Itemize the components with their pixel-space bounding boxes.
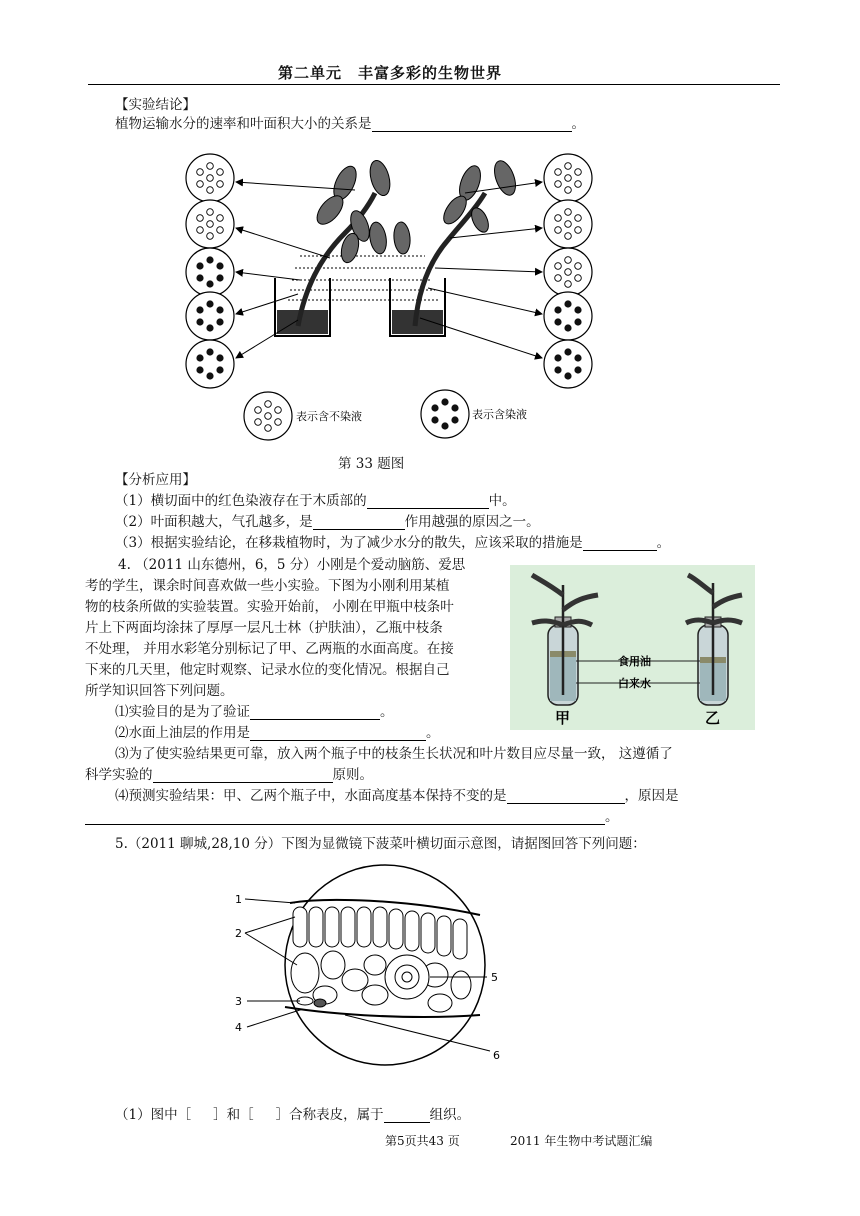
- section-circle-no-dye-icon: [544, 248, 592, 296]
- problem4-intro-line: 片上下两面均涂抹了厚厚一层凡士林（护肤油），乙瓶中枝条: [85, 620, 443, 636]
- answer-blank[interactable]: [313, 515, 405, 530]
- label-jar-a: 甲: [555, 709, 571, 727]
- section-circle-no-dye-icon: [544, 154, 592, 202]
- problem5-intro: 5.（2011 聊城,28,10 分）下图为显微镜下菠菜叶横切面示意图，请据图回答下列问题：: [115, 836, 646, 852]
- label-2: 2: [235, 927, 242, 940]
- problem4-intro-line: 不处理， 并用水彩笔分别标记了甲、乙两瓶的水面高度。在接: [85, 641, 454, 657]
- answer-blank[interactable]: [384, 1108, 430, 1123]
- figure-33-dye-experiment: [180, 148, 600, 443]
- problem4-q4b: 。: [85, 805, 619, 825]
- label-tap-water: 白来水: [618, 677, 651, 690]
- section-circle-no-dye-icon: [186, 154, 234, 202]
- section-circle-dye-icon: [544, 340, 592, 388]
- footer-collection-title: 2011 年生物中考试题汇编: [510, 1134, 653, 1148]
- section-circle-dye-icon: [544, 292, 592, 340]
- problem4-q2: ⑵水面上油层的作用是 。: [115, 725, 440, 741]
- analysis-q2: （2）叶面积越大，气孔越多，是 作用越强的原因之一。: [115, 514, 540, 530]
- problem4-intro-line: 所学知识回答下列问题。: [85, 683, 234, 699]
- problem4-q4a: ⑷预测实验结果：甲、乙两个瓶子中，水面高度基本保持不变的是 ，原因是: [115, 788, 679, 804]
- answer-blank[interactable]: [85, 810, 605, 825]
- page-header-title: 第二单元 丰富多彩的生物世界: [277, 64, 502, 82]
- legend-dye-icon: [421, 390, 469, 438]
- answer-blank[interactable]: [507, 789, 625, 804]
- label-cooking-oil: 食用油: [618, 655, 651, 668]
- legend-no-dye-label: 表示含不染液: [296, 410, 362, 423]
- problem4-intro-line: 考的学生，课余时间喜欢做一些小实验。下图为小刚利用某植: [85, 578, 450, 594]
- problem4-q3b: 科学实验的 原则。: [85, 767, 373, 783]
- figure-bottle-experiment: [510, 565, 755, 730]
- conclusion-heading: 【实验结论】: [115, 97, 196, 113]
- label-6: 6: [493, 1049, 500, 1062]
- problem4-q1: ⑴实验目的是为了验证 。: [115, 704, 394, 720]
- section-circle-no-dye-icon: [186, 200, 234, 248]
- analysis-q1: （1）横切面中的红色染液存在于木质部的 中。: [115, 493, 516, 509]
- analysis-q3: （3）根据实验结论，在移栽植物时，为了减少水分的散失，应该采取的措施是 。: [115, 535, 671, 551]
- analysis-heading: 【分析应用】: [115, 472, 196, 488]
- figure-spinach-leaf-cross-section: [225, 855, 515, 1070]
- problem4-q3a: ⑶为了使实验结果更可靠，放入两个瓶子中的枝条生长状况和叶片数目应尽量一致， 这遵循了: [115, 746, 673, 762]
- conclusion-question: 植物运输水分的速率和叶面积大小的关系是 。: [115, 116, 585, 132]
- section-circle-dye-icon: [186, 292, 234, 340]
- section-circle-dye-icon: [186, 248, 234, 296]
- section-circle-dye-icon: [186, 340, 234, 388]
- answer-blank[interactable]: [153, 768, 333, 783]
- problem4-intro-line: 下来的几天里，他定时观察、记录水位的变化情况。根据自己: [85, 662, 450, 678]
- answer-blank[interactable]: [250, 705, 380, 720]
- problem5-q1: （1）图中［ ］和［ ］合称表皮，属于 组织。: [115, 1107, 471, 1123]
- label-jar-b: 乙: [705, 709, 721, 727]
- section-circle-no-dye-icon: [544, 200, 592, 248]
- label-4: 4: [235, 1021, 242, 1034]
- footer-page-number: 第5页共43 页: [385, 1134, 460, 1148]
- legend-dye-label: 表示含染液: [472, 408, 527, 421]
- answer-blank[interactable]: [372, 117, 572, 132]
- label-5: 5: [491, 971, 498, 984]
- legend-no-dye-icon: [244, 392, 292, 440]
- header-rule: [88, 84, 780, 85]
- problem4-intro-line: 物的枝条所做的实验装置。实验开始前， 小刚在甲瓶中枝条叶: [85, 599, 454, 615]
- answer-blank[interactable]: [250, 726, 426, 741]
- label-3: 3: [235, 995, 242, 1008]
- problem4-intro-line: 4. （2011 山东德州，6，5 分）小刚是个爱动脑筋、爱思: [118, 557, 466, 573]
- figure-33-caption: 第 33 题图: [338, 456, 405, 472]
- label-1: 1: [235, 893, 242, 906]
- answer-blank[interactable]: [367, 494, 489, 509]
- answer-blank[interactable]: [583, 536, 657, 551]
